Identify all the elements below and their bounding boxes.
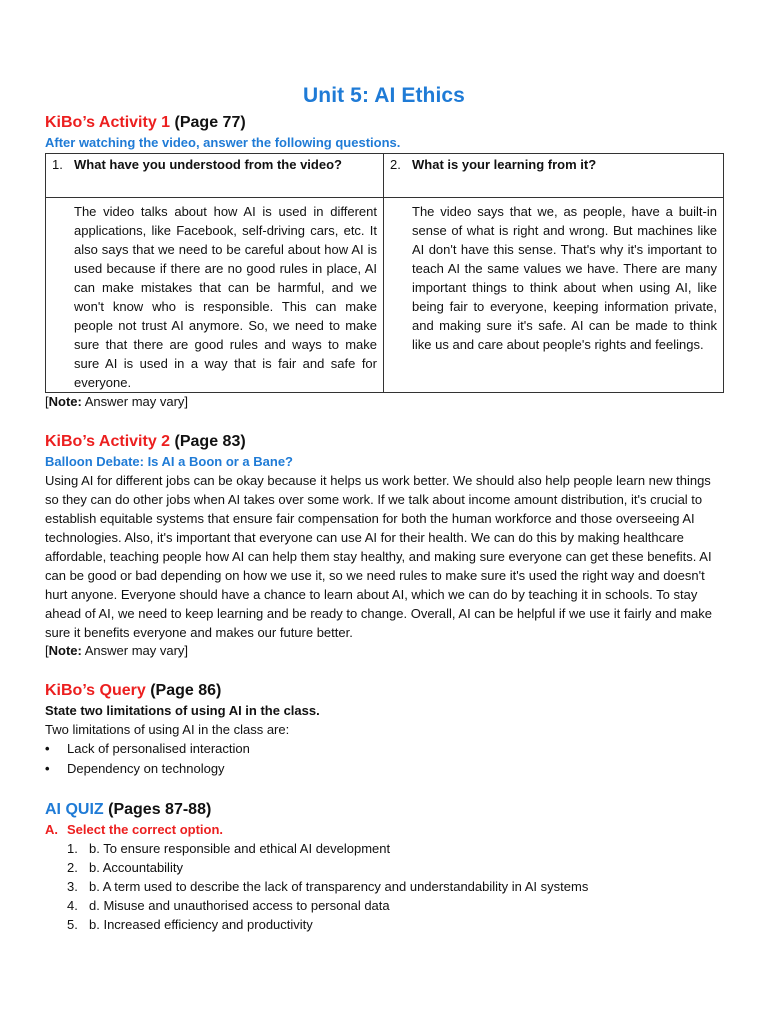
table-answer-row <box>46 198 724 393</box>
section-title: Select the correct option. <box>67 822 224 837</box>
list-item <box>45 759 725 779</box>
answer-text: b. Accountability <box>89 860 183 875</box>
activity2-subtitle: Balloon Debate: Is AI a Boon or a Bane? <box>45 454 293 469</box>
bullet-icon: • <box>45 761 50 776</box>
page-title: Unit 5: AI Ethics <box>303 84 465 107</box>
list-item <box>45 739 725 759</box>
question-1-cell <box>46 154 384 198</box>
answer-number: 4. <box>67 898 78 913</box>
activity2-page: (Page 83) <box>174 433 246 450</box>
quiz-label: AI QUIZ <box>45 801 104 818</box>
note-bracket: [ <box>45 643 49 658</box>
answer-number: 5. <box>67 917 78 932</box>
bullet-icon: • <box>45 741 50 756</box>
list-item <box>67 915 725 934</box>
note-text: Answer may vary] <box>81 643 189 658</box>
quiz-section-a <box>45 821 725 839</box>
query-heading <box>45 680 725 702</box>
question-2-text: What is your learning from it? <box>412 157 597 172</box>
question-2-number: 2. <box>390 157 401 172</box>
list-item-text: Dependency on technology <box>67 761 225 776</box>
question-2-cell <box>384 154 724 198</box>
quiz-heading <box>45 799 725 821</box>
query-intro: Two limitations of using AI in the class are: <box>45 722 290 737</box>
activity1-table <box>45 153 724 393</box>
answer-number: 3. <box>67 879 78 894</box>
answer-text: b. Increased efficiency and productivity <box>89 917 313 932</box>
answer-number: 2. <box>67 860 78 875</box>
activity1-page: (Page 77) <box>174 114 246 131</box>
quiz-answers-list <box>45 839 725 934</box>
list-item <box>67 858 725 877</box>
limitations-list <box>45 739 725 779</box>
quiz-page: (Pages 87-88) <box>108 801 212 818</box>
answer-1-cell: The video talks about how AI is used in different applications, like Facebook, self-driving cars, etc. It also says that we need to be careful about how AI is used because if there are no good rules in place, AI can make mistakes that can be harmful, and we won't know who is responsible. This can make people not trust AI anymore. So, we need to make sure that there are good rules and ways to make sure AI is used in a way that is fair and safe for everyone. <box>46 198 384 393</box>
query-label: KiBo’s Query <box>45 682 146 699</box>
question-1-text: What have you understood from the video? <box>74 157 342 172</box>
activity2-label: KiBo’s Activity 2 <box>45 433 171 450</box>
activity2-heading <box>45 431 725 453</box>
list-item <box>67 877 725 896</box>
query-question: State two limitations of using AI in the class. <box>45 703 320 718</box>
activity1-label: KiBo’s Activity 1 <box>45 114 171 131</box>
list-item <box>67 839 725 858</box>
note-label: Note: <box>48 643 82 658</box>
answer-text: b. To ensure responsible and ethical AI development <box>89 841 391 856</box>
activity1-note <box>45 393 725 411</box>
note-bracket: [ <box>45 394 49 409</box>
activity1-heading <box>45 112 725 134</box>
activity2-body: Using AI for different jobs can be okay because it helps us work better. We should also help people learn new things so they can do other jobs when AI takes over some work. If we talk about income amount distribution, it's crucial to establish equitable systems that ensure fair compensation for both the human workforce and those overseeing AI technologies. Also, it's important that everyone can use AI for their health. We can do this by making healthcare affordable, teaching people how AI can help them stay healthy, and making sure everyone can get these benefits. AI can be good or bad depending on how we use it, so we need rules to make sure it's used the right way and doesn't hurt anyone. Everyone should have a chance to learn about AI, which we can do by teaching it in schools. To stay ahead of AI, we need to keep learning and be ready to change. Overall, AI can be helpful if we use it fairly and make sure it benefits everyone and makes our future better. <box>45 473 713 640</box>
answer-text: b. A term used to describe the lack of transparency and understandability in AI systems <box>89 879 589 894</box>
list-item-text: Lack of personalised interaction <box>67 741 250 756</box>
note-label: Note: <box>48 394 82 409</box>
answer-2-cell: The video says that we, as people, have a built-in sense of what is right and wrong. But machines like AI don't have this sense. That's why it's important to teach AI the same values we have. There are many important things to think about when using AI, like being fair to everyone, keeping information private, and making sure it's safe. AI can be made to think like us and care about people's rights and feelings. <box>384 198 724 393</box>
document-content <box>45 112 725 934</box>
question-1-number: 1. <box>52 157 63 172</box>
activity2-note <box>45 642 725 660</box>
answer-text: d. Misuse and unauthorised access to personal data <box>89 898 390 913</box>
table-header-row <box>46 154 724 198</box>
query-page: (Page 86) <box>150 682 222 699</box>
answer-number: 1. <box>67 841 78 856</box>
list-item <box>67 896 725 915</box>
note-text: Answer may vary] <box>81 394 189 409</box>
activity1-instruction: After watching the video, answer the following questions. <box>45 135 401 150</box>
section-letter: A. <box>45 822 58 837</box>
